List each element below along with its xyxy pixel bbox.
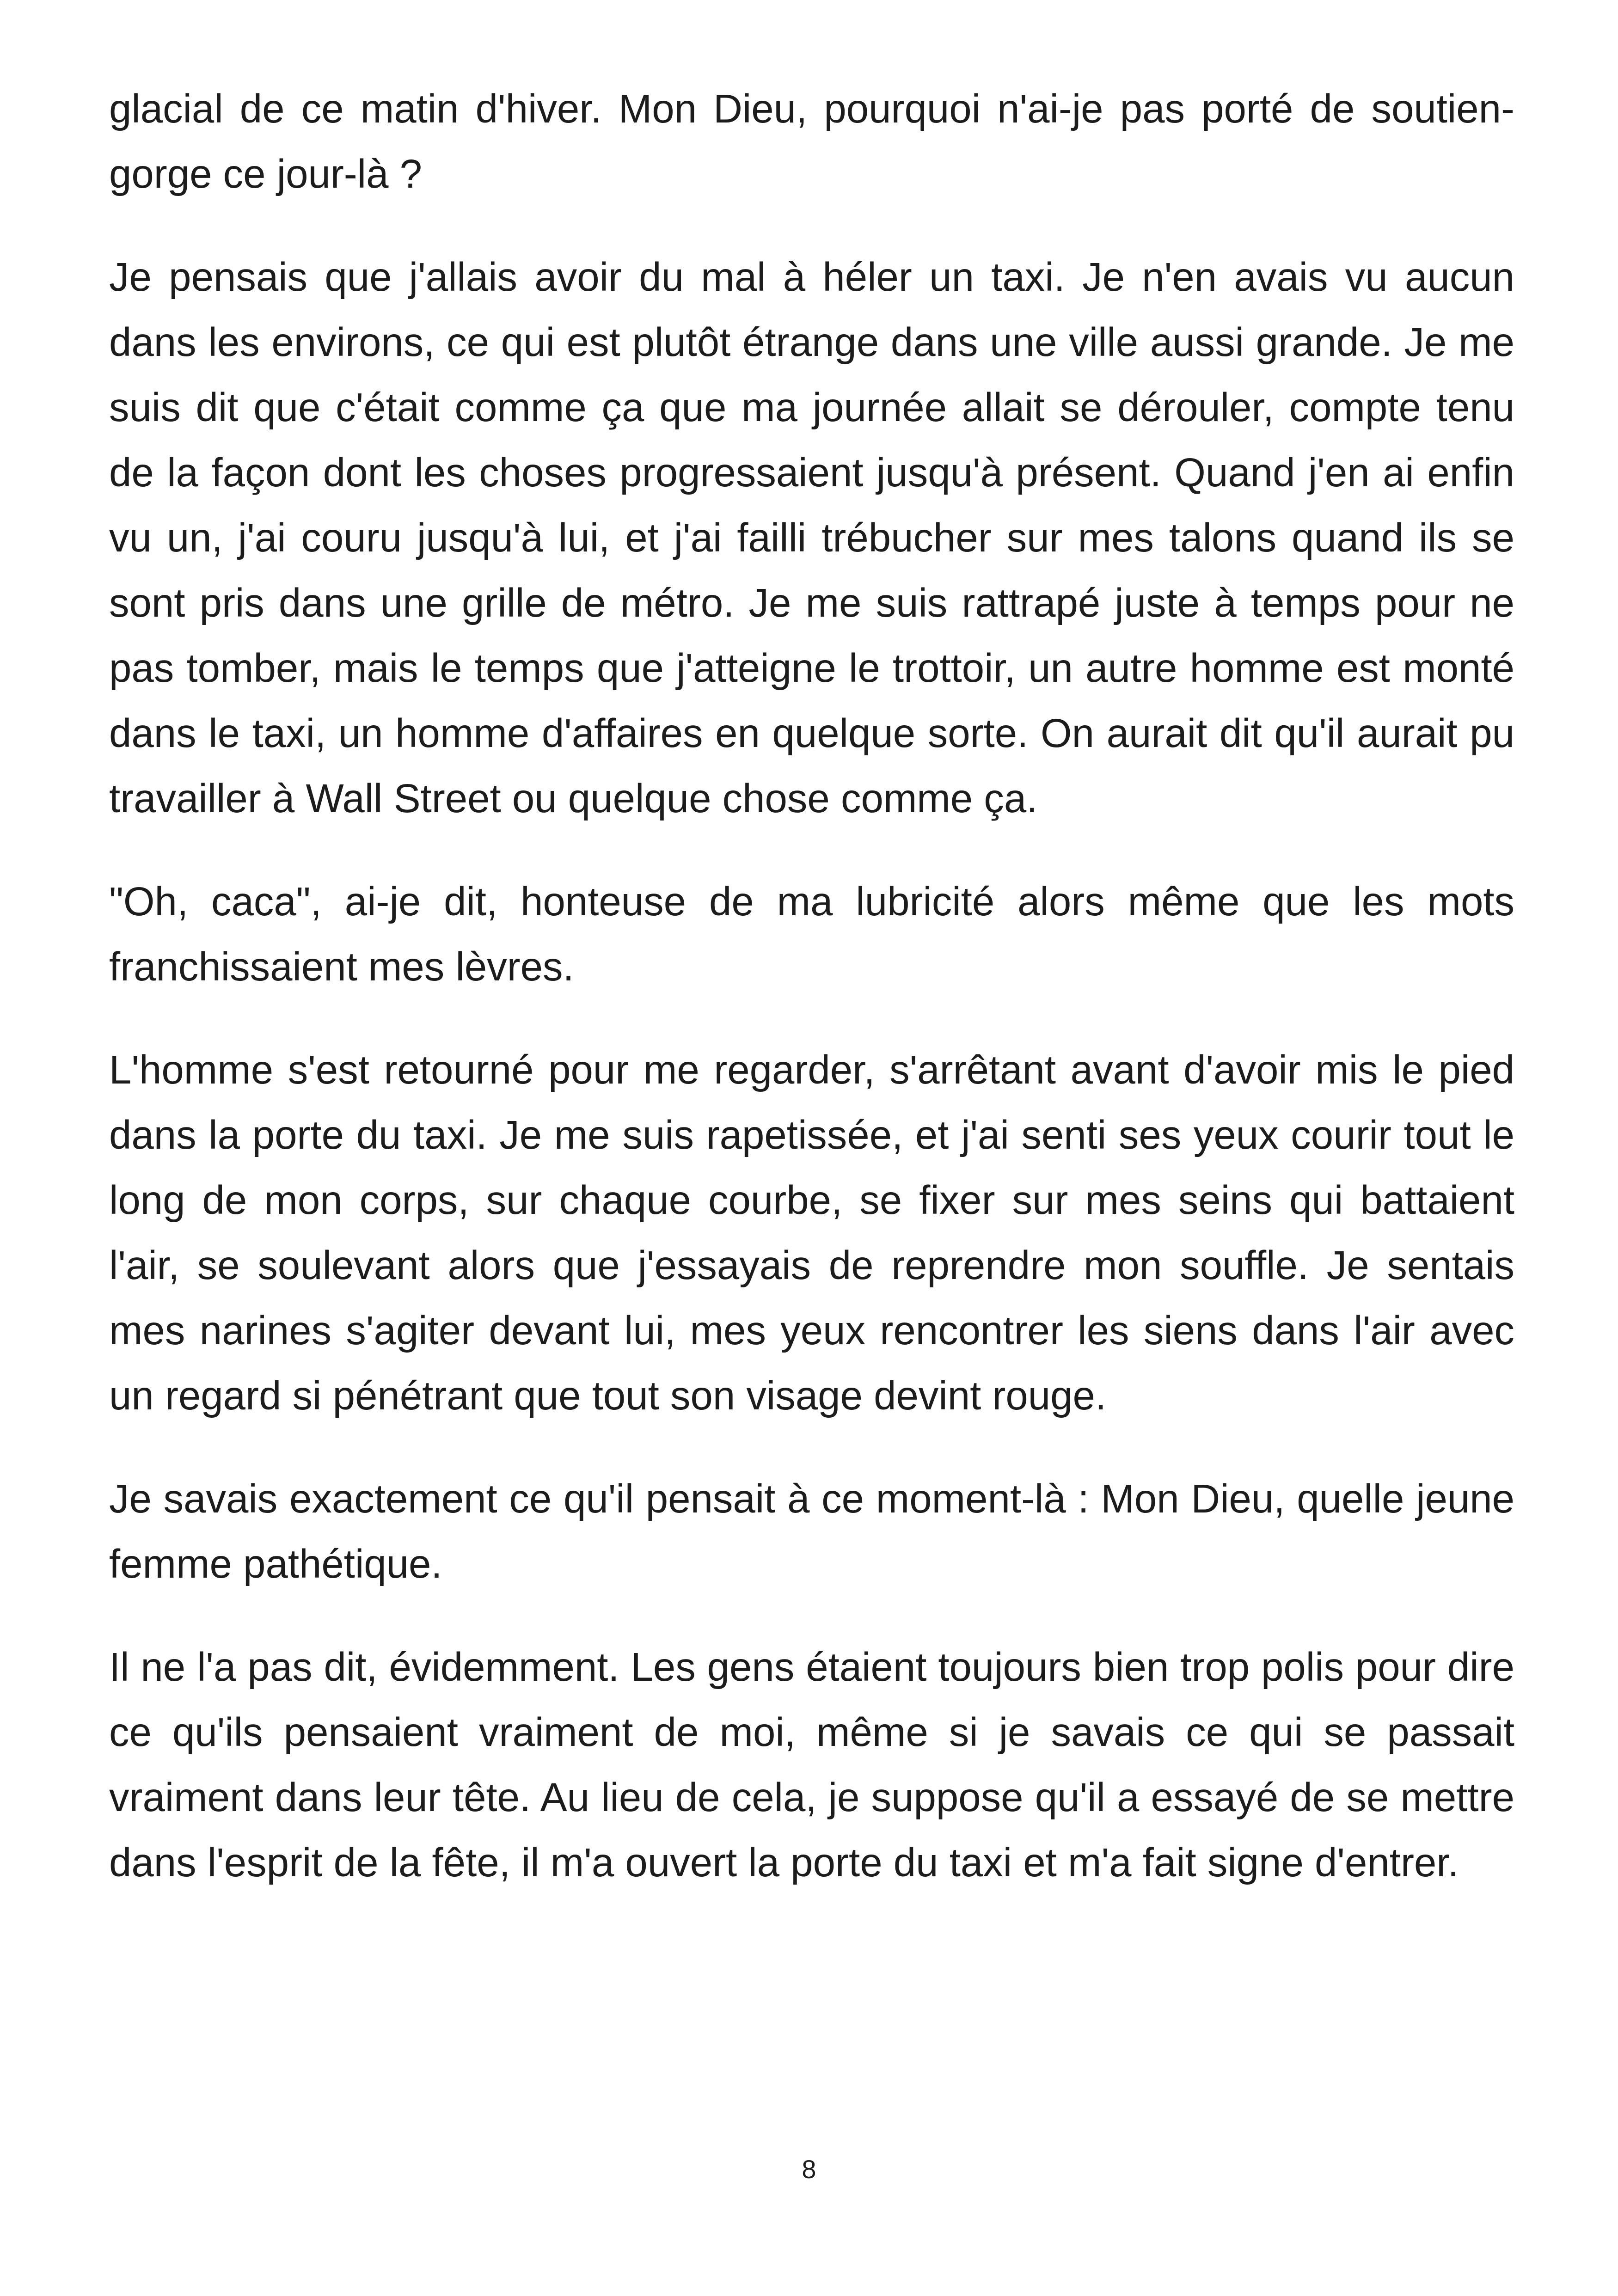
paragraph-3: "Oh, caca", ai-je dit, honteuse de ma lubricité alors même que les mots franchissaient mes lèvres. xyxy=(109,879,1514,989)
paragraph-6: Il ne l'a pas dit, évidemment. Les gens étaient toujours bien trop polis pour dire ce qu'ils pensaient vraiment de moi, même si je savais ce qui se passait vraiment dans leur tête. Au lieu de cela, je suppose qu'il a essayé de se mettre dans l'esprit de la fête, il m'a ouvert la porte du taxi et m'a fait signe d'entrer. xyxy=(109,1645,1514,1885)
paragraph-5: Je savais exactement ce qu'il pensait à ce moment-là : Mon Dieu, quelle jeune femme pathétique. xyxy=(109,1476,1514,1586)
paragraph-4: L'homme s'est retourné pour me regarder, s'arrêtant avant d'avoir mis le pied dans la porte du taxi. Je me suis rapetissée, et j'ai senti ses yeux courir tout le long de mon corps, sur chaque courbe, se fixer sur mes seins qui battaient l'air, se soulevant alors que j'essayais de reprendre mon souffle. Je sentais mes narines s'agiter devant lui, mes yeux rencontrer les siens dans l'air avec un regard si pénétrant que tout son visage devint rouge. xyxy=(109,1047,1514,1418)
paragraph-1: glacial de ce matin d'hiver. Mon Dieu, pourquoi n'ai-je pas porté de soutien-gorge ce jour-là ? xyxy=(109,86,1514,196)
paragraph-2: Je pensais que j'allais avoir du mal à héler un taxi. Je n'en avais vu aucun dans les environs, ce qui est plutôt étrange dans une ville aussi grande. Je me suis dit que c'était comme ça que ma journée allait se dérouler, compte tenu de la façon dont les choses progressaient jusqu'à présent. Quand j'en ai enfin vu un, j'ai couru jusqu'à lui, et j'ai failli trébucher sur mes talons quand ils se sont pris dans une grille de métro. Je me suis rattrapé juste à temps pour ne pas tomber, mais le temps que j'atteigne le trottoir, un autre homme est monté dans le taxi, un homme d'affaires en quelque sorte. On aurait dit qu'il aurait pu travailler à Wall Street ou quelque chose comme ça. xyxy=(109,255,1514,821)
body-text xyxy=(109,76,1514,1933)
page-number: 8 xyxy=(802,2155,816,2184)
